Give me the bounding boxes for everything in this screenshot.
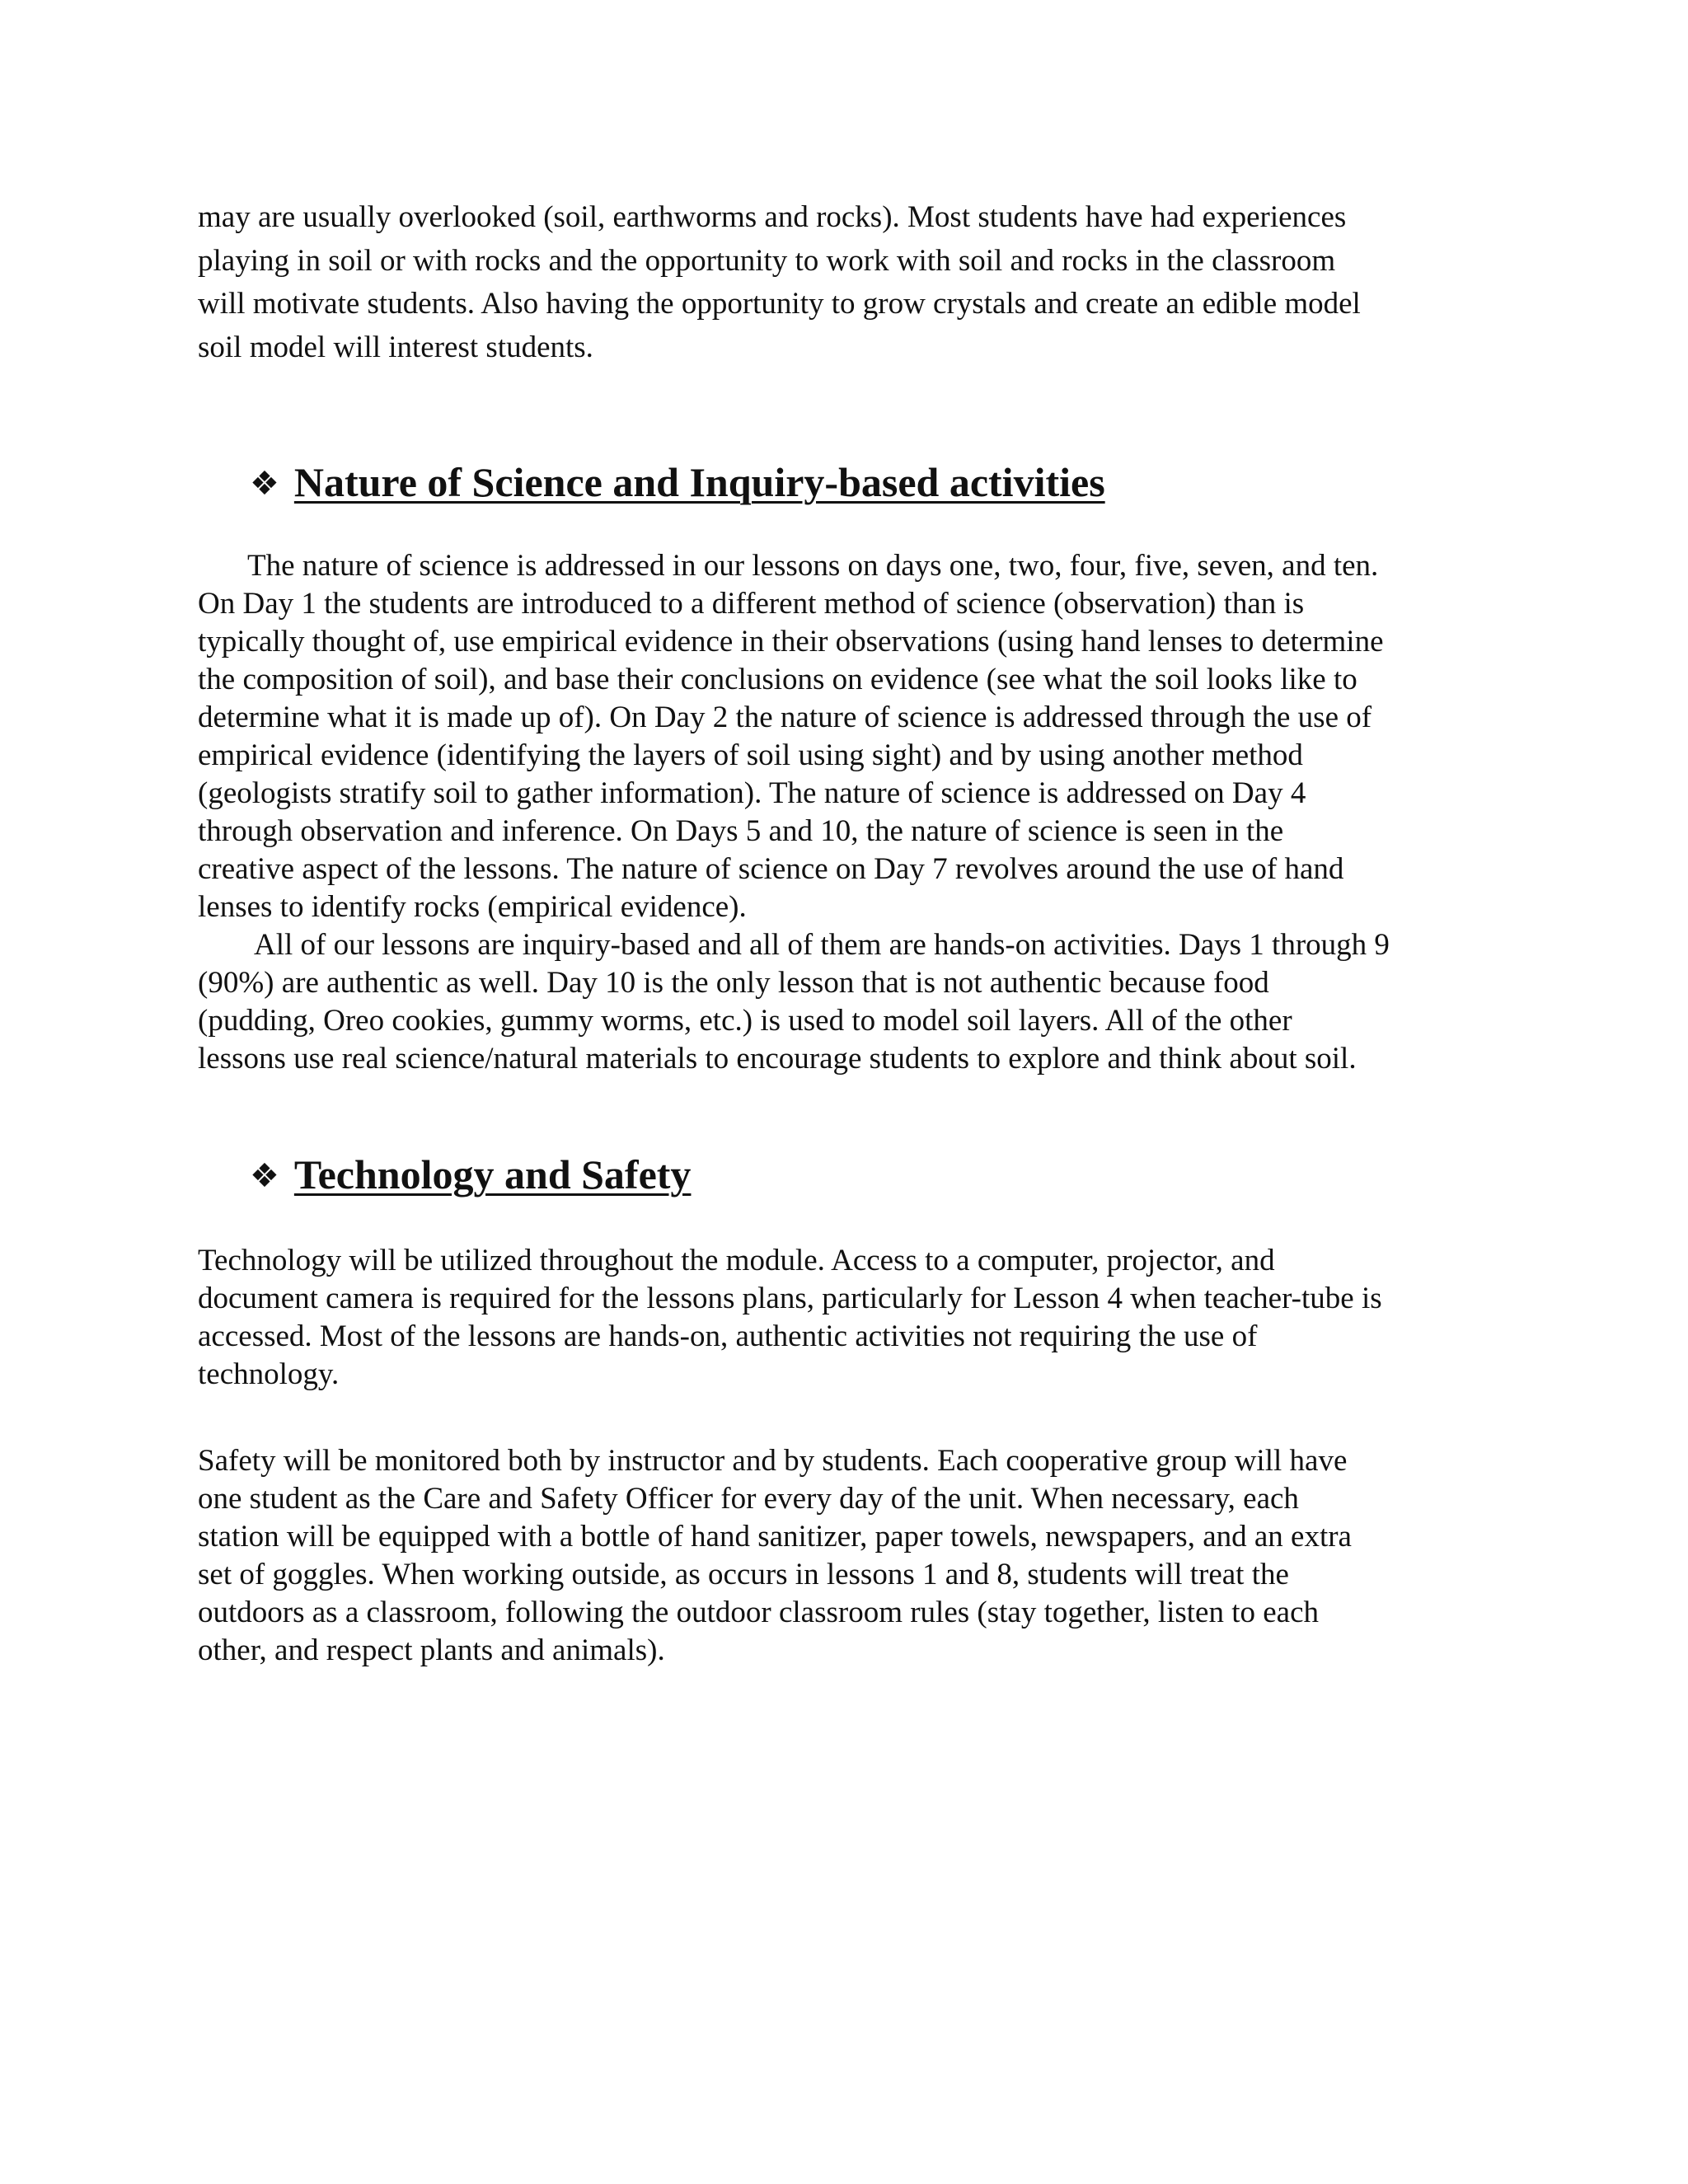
nature-of-science-paragraph <box>198 547 1384 926</box>
text-line: (geologists stratify soil to gather information). The nature of science is addressed on Day 4 <box>198 776 1306 810</box>
text-line: soil model will interest students. <box>198 330 593 364</box>
text-line: typically thought of, use empirical evidence in their observations (using hand lenses to determine <box>198 625 1384 658</box>
text-line: lenses to identify rocks (empirical evidence). <box>198 890 747 924</box>
text-line: (90%) are authentic as well. Day 10 is the only lesson that is not authentic because food <box>198 966 1269 1000</box>
text-line: Safety will be monitored both by instructor and by students. Each cooperative group will have <box>198 1444 1348 1478</box>
text-line: station will be equipped with a bottle of hand sanitizer, paper towels, newspapers, and an extra <box>198 1520 1352 1554</box>
text-line: technology. <box>198 1357 340 1391</box>
text-line: Technology will be utilized throughout the module. Access to a computer, projector, and <box>198 1244 1275 1277</box>
text-line: The nature of science is addressed in our lessons on days one, two, four, five, seven, and ten. <box>247 549 1379 583</box>
text-line: through observation and inference. On Days 5 and 10, the nature of science is seen in the <box>198 814 1284 848</box>
text-line: determine what it is made up of). On Day 2 the nature of science is addressed through the use of <box>198 701 1372 734</box>
diamond-bullet-icon: ❖ <box>250 1157 279 1195</box>
text-line: the composition of soil), and base their conclusions on evidence (see what the soil looks like to <box>198 663 1357 696</box>
section-heading-nature-of-science <box>250 458 1105 506</box>
text-line: document camera is required for the lessons plans, particularly for Lesson 4 when teacher-tube is <box>198 1282 1382 1315</box>
technology-paragraph <box>198 1242 1382 1394</box>
text-line: may are usually overlooked (soil, earthworms and rocks). Most students have had experiences <box>198 200 1347 234</box>
heading-text: Nature of Science and Inquiry-based activities <box>293 459 1105 505</box>
text-line: will motivate students. Also having the opportunity to grow crystals and create an edible model <box>198 287 1361 321</box>
text-line: All of our lessons are inquiry-based and all of them are hands-on activities. Days 1 through 9 <box>254 928 1390 962</box>
text-line: outdoors as a classroom, following the outdoor classroom rules (stay together, listen to each <box>198 1596 1320 1629</box>
text-line: one student as the Care and Safety Officer for every day of the unit. When necessary, each <box>198 1482 1299 1516</box>
section-heading-technology-and-safety <box>250 1151 691 1198</box>
text-line: On Day 1 the students are introduced to a different method of science (observation) than is <box>198 587 1305 621</box>
intro-paragraph <box>198 196 1361 369</box>
heading-text: Technology and Safety <box>293 1151 692 1197</box>
text-line: empirical evidence (identifying the layers of soil using sight) and by using another method <box>198 738 1303 772</box>
text-line: playing in soil or with rocks and the opportunity to work with soil and rocks in the classroom <box>198 243 1336 278</box>
text-line: creative aspect of the lessons. The nature of science on Day 7 revolves around the use of hand <box>198 852 1344 886</box>
safety-paragraph <box>198 1442 1352 1670</box>
text-line: set of goggles. When working outside, as occurs in lessons 1 and 8, students will treat the <box>198 1558 1289 1591</box>
diamond-bullet-icon: ❖ <box>250 465 279 503</box>
text-line: (pudding, Oreo cookies, gummy worms, etc.) is used to model soil layers. All of the other <box>198 1004 1292 1038</box>
inquiry-based-paragraph <box>198 926 1390 1078</box>
text-line: accessed. Most of the lessons are hands-on, authentic activities not requiring the use of <box>198 1319 1258 1353</box>
text-line: lessons use real science/natural materials to encourage students to explore and think about soil. <box>198 1042 1357 1076</box>
text-line: other, and respect plants and animals). <box>198 1633 665 1667</box>
